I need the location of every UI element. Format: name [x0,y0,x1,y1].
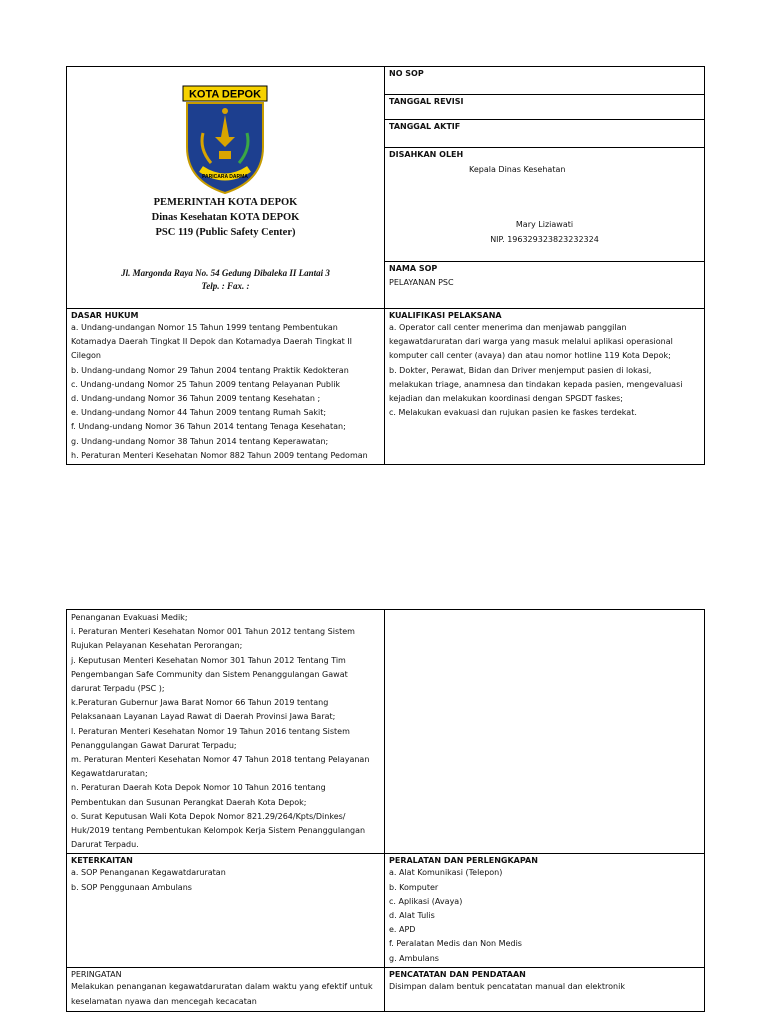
dasar-hukum-label: DASAR HUKUM [71,311,139,320]
tanggal-aktif-cell [385,120,705,148]
kualifikasi-line: a. Operator call center menerima dan menjawab panggilan [389,323,627,332]
header-identity-cell [67,67,385,309]
address-line-2: Telp. : Fax. : [201,281,250,291]
keterkaitan-cell [67,854,385,968]
address-block [67,267,384,293]
dasar-hukum-cell [67,309,385,465]
nama-sop-value: PELAYANAN PSC [389,278,454,287]
peralatan-item: e. APD [389,925,416,935]
dasar-hukum-line: Pelaksanaan Layanan Layad Rawat di Daerah Provinsi Jawa Barat; [71,712,336,722]
dasar-hukum-line: Kotamadya Daerah Tingkat II Depok dan Kotamadya Daerah Tingkat II [71,337,353,347]
keterkaitan-item: b. SOP Penggunaan Ambulans [71,882,192,892]
gov-line-2: Dinas Kesehatan KOTA DEPOK [151,212,300,223]
peralatan-item: f. Peralatan Medis dan Non Medis [389,939,522,949]
peralatan-item: a. Alat Komunikasi (Telepon) [389,868,503,878]
dasar-hukum-line: Pengembangan Safe Community dan Sistem Penanggulangan Gawat [71,669,348,679]
peringatan-label: PERINGATAN [71,970,122,980]
dasar-hukum-line: f. Undang-undang Nomor 36 Tahun 2014 tentang Tenaga Kesehatan; [71,422,346,432]
government-header [67,195,384,240]
peralatan-item: d. Alat Tulis [389,911,435,921]
kualifikasi-line: b. Dokter, Perawat, Bidan dan Driver menjemput pasien di lokasi, [389,365,652,375]
dasar-hukum-list-page-1 [71,321,380,463]
pencatatan-cell [385,968,705,1012]
peralatan-item: b. Komputer [389,882,439,892]
dasar-hukum-line: darurat Terpadu (PSC ); [71,684,165,694]
dasar-hukum-line: l. Peraturan Menteri Kesehatan Nomor 19 Tahun 2016 tentang Sistem [71,726,350,736]
dasar-hukum-line: Cilegon [71,351,101,361]
peralatan-label: PERALATAN DAN PERLENGKAPAN [389,856,538,866]
dasar-hukum-line: Darurat Terpadu. [71,840,139,850]
peringatan-line: keselamatan nyawa dan mencegah kecacatan [71,996,257,1006]
nama-sop-cell [385,262,705,309]
nip-text: NIP. 196329323823232324 [490,235,599,244]
peralatan-list [389,866,700,965]
dasar-hukum-line: Penanganan Evakuasi Medik; [71,613,188,622]
disahkan-oleh-cell [385,148,705,262]
peringatan-text [71,980,380,1008]
logo-motto-text: PARICARA DARMA [202,174,248,180]
pencatatan-line: Disimpan dalam bentuk pencatatan manual dan elektronik [389,982,625,992]
gov-line-1: PEMERINTAH KOTA DEPOK [153,197,298,208]
kualifikasi-cell [385,309,705,465]
dasar-hukum-line: Kegawatdaruratan; [71,769,148,779]
dasar-hukum-line: b. Undang-undang Nomor 29 Tahun 2004 tentang Praktik Kedokteran [71,365,349,375]
sop-table-page-2 [66,609,705,1012]
kualifikasi-line: kejadian dan melakukan koordinasi dengan SPGDT faskes; [389,394,623,404]
no-sop-cell [385,67,705,95]
keterkaitan-item: a. SOP Penanganan Kegawatdaruratan [71,868,226,878]
dasar-hukum-line: Huk/2019 tentang Pembentukan Kelompok Kerja Sistem Penanggulangan [71,826,366,836]
pencatatan-text [389,980,700,994]
keterkaitan-label: KETERKAITAN [71,856,133,866]
kualifikasi-line: kegawatdaruratan dari warga yang masuk melalui aplikasi operasional [389,337,673,347]
dasar-hukum-line: Pembentukan dan Susunan Perangkat Daerah Kota Depok; [71,797,307,807]
dasar-hukum-line: m. Peraturan Menteri Kesehatan Nomor 47 Tahun 2018 tentang Pelayanan [71,755,370,765]
kualifikasi-label: KUALIFIKASI PELAKSANA [389,311,502,320]
dasar-hukum-line: k.Peraturan Gubernur Jawa Barat Nomor 66 Tahun 2019 tentang [71,698,329,708]
dasar-hukum-line: n. Peraturan Daerah Kota Depok Nomor 10 Tahun 2016 tentang [71,783,326,793]
dasar-hukum-line: d. Undang-undang Nomor 36 Tahun 2009 tentang Kesehatan ; [71,394,321,404]
address-line-1: Jl. Margonda Raya No. 54 Gedung Dibaleka II Lantai 3 [121,268,330,278]
dasar-hukum-line: i. Peraturan Menteri Kesehatan Nomor 001 Tahun 2012 tentang Sistem [71,627,355,637]
kualifikasi-line: komputer call center (avaya) dan atau nomor hotline 119 Kota Depok; [389,351,671,361]
kualifikasi-line: c. Melakukan evakuasi dan rujukan pasien ke faskes terdekat. [389,408,637,418]
tanggal-revisi-cell [385,95,705,120]
logo-banner-text: KOTA DEPOK [188,88,262,101]
pencatatan-label: PENCATATAN DAN PENDATAAN [389,970,526,980]
dasar-hukum-line: g. Undang-undang Nomor 38 Tahun 2014 tentang Keperawatan; [71,436,329,446]
nama-sop-label: NAMA SOP [389,264,438,273]
gov-line-3: PSC 119 (Public Safety Center) [155,227,296,238]
tanggal-revisi-label: TANGGAL REVISI [389,97,464,106]
dasar-hukum-line: h. Peraturan Menteri Kesehatan Nomor 882 Tahun 2009 tentang Pedoman [71,450,368,460]
dasar-hukum-continued-cell [67,610,385,854]
keterkaitan-list [71,866,380,894]
dasar-hukum-line: o. Surat Keputusan Wali Kota Depok Nomor 821.29/264/Kpts/Dinkes/ [71,811,346,821]
peralatan-cell [385,854,705,968]
peringatan-line: Melakukan penanganan kegawatdaruratan dalam waktu yang efektif untuk [71,982,373,992]
peralatan-item: g. Ambulans [389,953,439,963]
no-sop-label: NO SOP [389,69,424,78]
dasar-hukum-line: Penanggulangan Gawat Darurat Terpadu; [71,740,237,750]
sop-table-page-1 [66,66,705,465]
peringatan-cell [67,968,385,1012]
dasar-hukum-line: e. Undang-undang Nomor 44 Tahun 2009 tentang Rumah Sakit; [71,408,327,418]
kualifikasi-list [389,321,700,420]
tanggal-aktif-label: TANGGAL AKTIF [389,122,461,131]
disahkan-oleh-label: DISAHKAN OLEH [389,150,464,159]
nama-pejabat-text: Mary Liziawati [515,220,574,229]
jabatan-text: Kepala Dinas Kesehatan [469,165,566,174]
dasar-hukum-line: j. Keputusan Menteri Kesehatan Nomor 301 Tahun 2012 Tentang Tim [71,655,346,665]
dasar-hukum-line: c. Undang-undang Nomor 25 Tahun 2009 tentang Pelayanan Publik [71,379,341,389]
dasar-hukum-list-page-2 [71,611,380,852]
peralatan-item: c. Aplikasi (Avaya) [389,896,463,906]
empty-continued-cell [385,610,705,854]
kota-depok-logo [181,85,273,195]
kualifikasi-line: melakukan triage, anamnesa dan tindakan kepada pasien, mengevaluasi [389,379,683,389]
dasar-hukum-line: Rujukan Pelayanan Kesehatan Perorangan; [71,641,243,651]
dasar-hukum-line: a. Undang-undangan Nomor 15 Tahun 1999 tentang Pembentukan [71,323,338,332]
